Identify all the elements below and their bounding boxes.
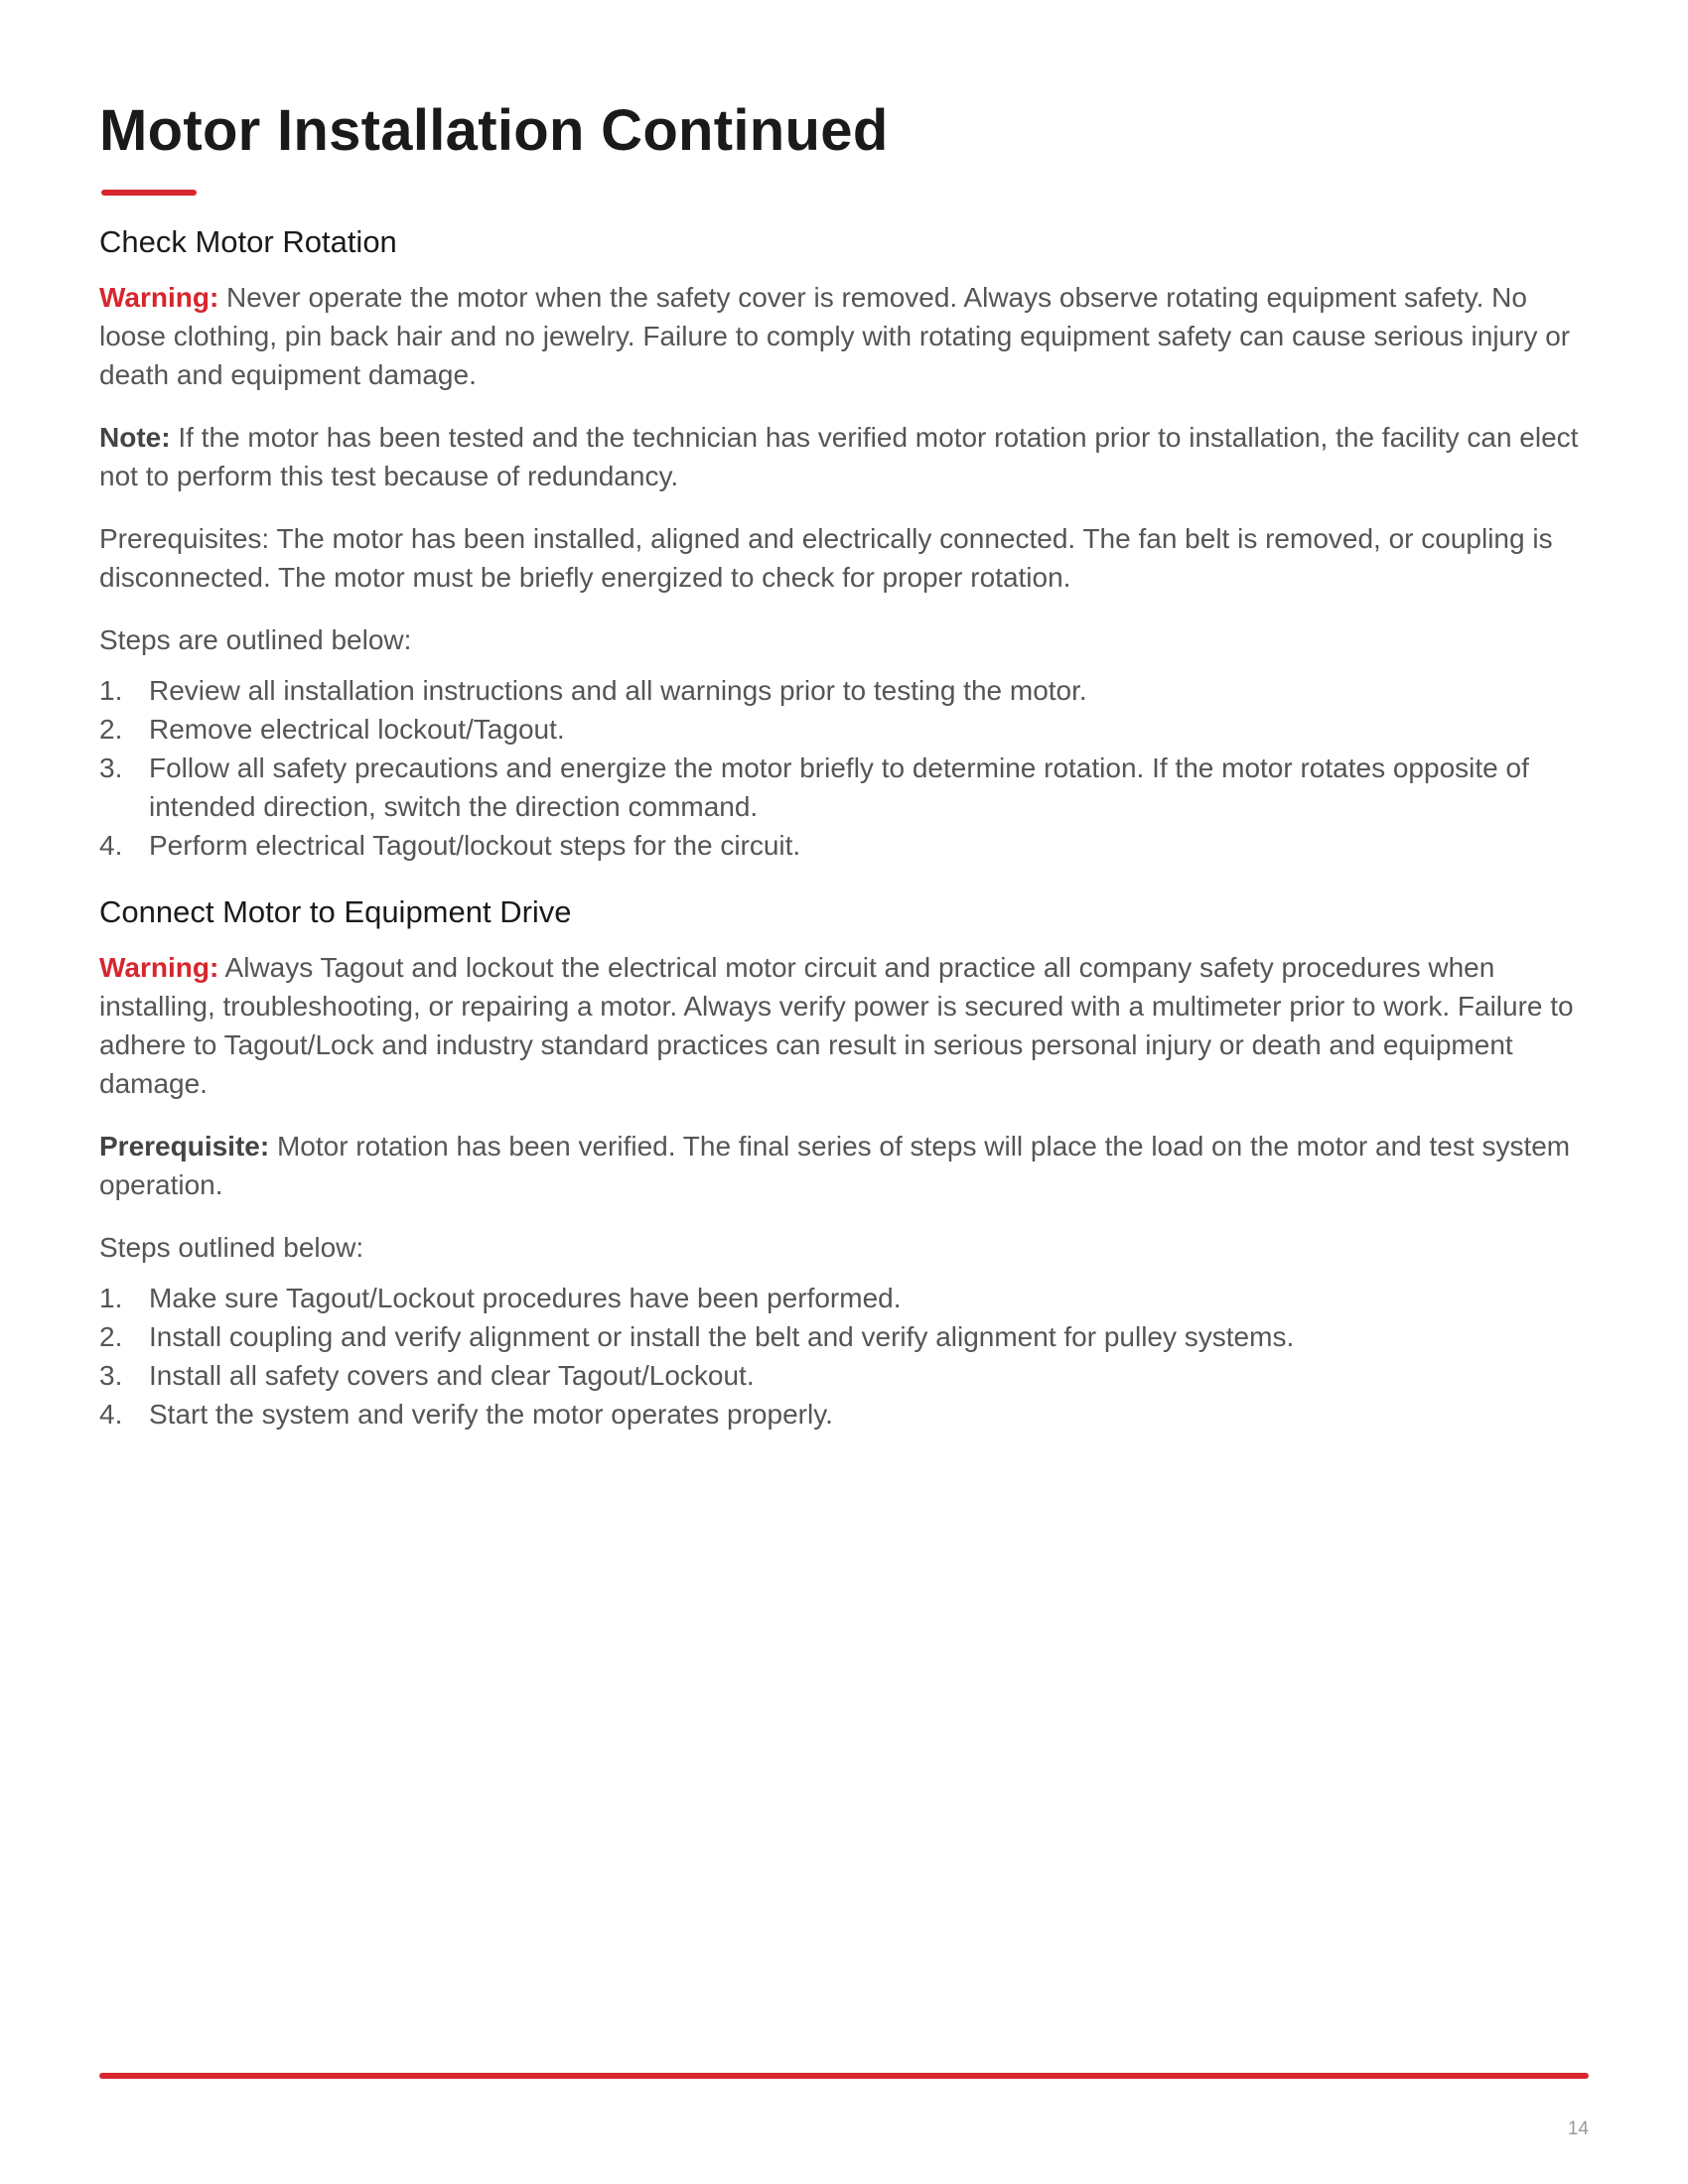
- list-item: [99, 710, 1589, 749]
- list-item-number: 2.: [99, 714, 123, 745]
- list-item-text: Perform electrical Tagout/lockout steps for the circuit.: [149, 830, 801, 861]
- prerequisites-paragraph: Prerequisites: The motor has been installed, aligned and electrically connected. The fan belt is removed, or coupling is disconnected. The motor must be briefly energized to check for proper rotation.: [99, 523, 1553, 593]
- list-item-number: 4.: [99, 1399, 123, 1430]
- list-item-number: 2.: [99, 1321, 123, 1352]
- list-item: [99, 1356, 1589, 1395]
- list-item-number: 3.: [99, 1360, 123, 1391]
- warning-paragraph: [99, 278, 1589, 394]
- steps-intro: Steps outlined below:: [99, 1232, 364, 1263]
- list-item-number: 1.: [99, 675, 123, 706]
- steps-list-rotation: [99, 671, 1589, 865]
- prerequisite-label: Prerequisite:: [99, 1131, 270, 1161]
- list-item-number: 1.: [99, 1283, 123, 1313]
- note-paragraph: [99, 418, 1589, 495]
- warning-text: Never operate the motor when the safety cover is removed. Always observe rotating equipment safety. No loose clothing, pin back hair and no jewelry. Failure to comply with rotating equipment safety can cause serious injury or death and equipment damage.: [99, 282, 1571, 390]
- section-heading-check-motor-rotation: Check Motor Rotation: [99, 224, 397, 259]
- note-text: If the motor has been tested and the technician has verified motor rotation prior to installation, the facility can elect not to perform this test because of redundancy.: [99, 422, 1579, 491]
- list-item-number: 4.: [99, 830, 123, 861]
- section-heading-connect-motor: Connect Motor to Equipment Drive: [99, 894, 572, 929]
- list-item: [99, 1317, 1589, 1356]
- page-number: 14: [1567, 2118, 1589, 2139]
- prerequisite-text: Motor rotation has been verified. The final series of steps will place the load on the motor and test system operation.: [99, 1131, 1571, 1200]
- list-item-text: Install coupling and verify alignment or install the belt and verify alignment for pulley systems.: [149, 1321, 1295, 1352]
- list-item-text: Remove electrical lockout/Tagout.: [149, 714, 565, 745]
- prerequisite-paragraph: [99, 1127, 1589, 1204]
- list-item-text: Review all installation instructions and all warnings prior to testing the motor.: [149, 675, 1087, 706]
- page-content: [99, 220, 1589, 1459]
- warning-paragraph: [99, 948, 1589, 1103]
- list-item-text: Install all safety covers and clear Tagout/Lockout.: [149, 1360, 755, 1391]
- list-item-number: 3.: [99, 752, 123, 783]
- list-item-text: Make sure Tagout/Lockout procedures have been performed.: [149, 1283, 902, 1313]
- steps-intro: Steps are outlined below:: [99, 624, 412, 655]
- page-title: Motor Installation Continued: [99, 98, 889, 163]
- list-item: [99, 1395, 1589, 1433]
- footer-accent-rule: [99, 2073, 1589, 2079]
- list-item-text: Follow all safety precautions and energize the motor briefly to determine rotation. If the motor rotates opposite of intended direction, switch the direction command.: [149, 752, 1529, 822]
- list-item: [99, 1279, 1589, 1317]
- list-item: [99, 749, 1589, 826]
- steps-list-connect: [99, 1279, 1589, 1433]
- list-item: [99, 671, 1589, 710]
- list-item: [99, 826, 1589, 865]
- list-item-text: Start the system and verify the motor operates properly.: [149, 1399, 833, 1430]
- warning-label: Warning:: [99, 282, 219, 313]
- title-accent-rule: [101, 190, 197, 196]
- warning-label: Warning:: [99, 952, 219, 983]
- note-label: Note:: [99, 422, 171, 453]
- warning-text: Always Tagout and lockout the electrical motor circuit and practice all company safety procedures when installing, troubleshooting, or repairing a motor. Always verify power is secured with a multimeter prior to work. Failure to adhere to Tagout/Lock and industry standard practices can result in serious personal injury or death and equipment damage.: [99, 952, 1574, 1099]
